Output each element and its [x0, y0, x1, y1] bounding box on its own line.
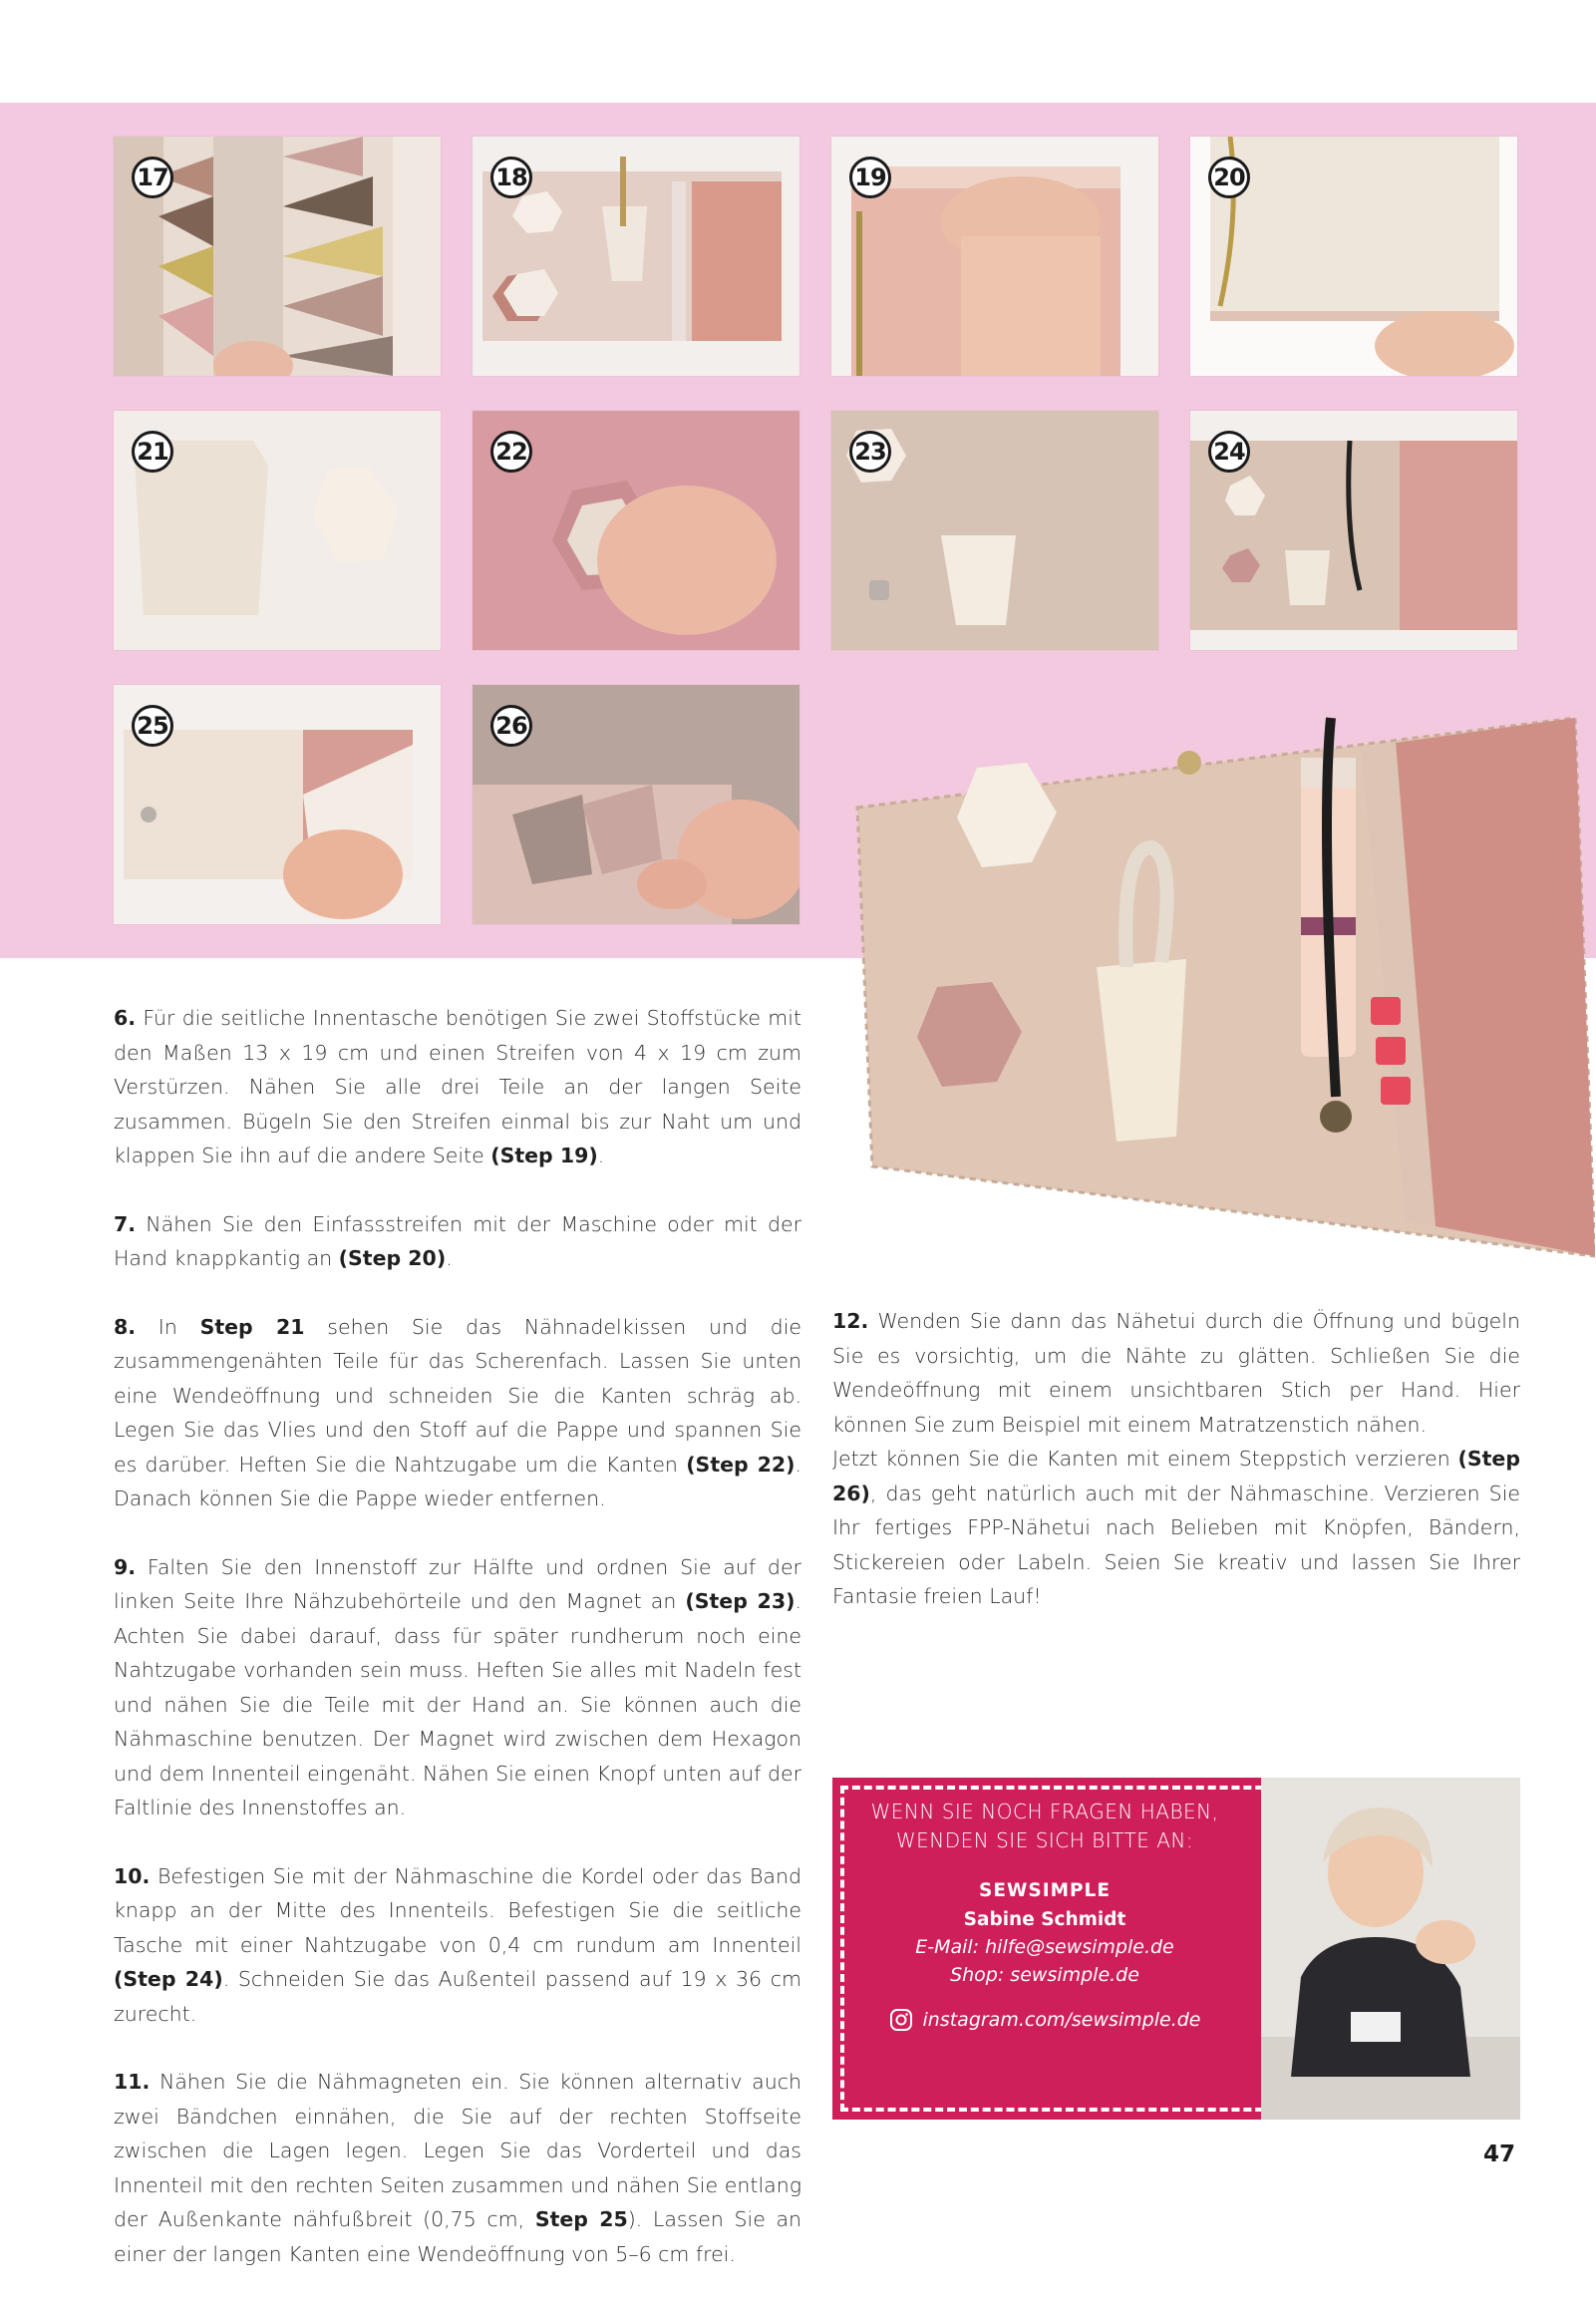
contact-portrait-photo — [1261, 1778, 1520, 2120]
step-number: 6. — [114, 1006, 137, 1030]
contact-email[interactable]: E-Mail: hilfe@sewsimple.de — [915, 1936, 1174, 1958]
instruction-text: . Danach können Sie die Pappe wieder entfernen. — [114, 1452, 802, 1510]
instruction-text: sehen Sie das Nähnadelkissen und die zusammengenähten Teile für das Scherenfach. Lassen Sie unten eine Wendeöffnung und schneiden Sie die Kanten schräg ab. Legen Sie das Vlies und den Stoff auf die Pappe und spannen Sie es darüber. Heften Sie die Nahtzugabe um die Kanten — [114, 1314, 801, 1477]
step-number: 7. — [114, 1211, 137, 1236]
instruction-text: Nähen Sie die Nähmagneten ein. Sie können alternativ auch zwei Bändchen einnähen, die Sie auf der rechten Stoffseite zwischen die Lagen legen. Legen Sie das Vorderteil und das Innenteil mit den rechten Seiten zusammen und nähen Sie entlang der Außenkante nähfußbreit (0,75 cm, — [114, 2070, 801, 2231]
step-badge: 19 — [849, 157, 891, 198]
step-reference: (Step 19) — [490, 1144, 598, 1167]
instruction-text: . — [446, 1246, 453, 1270]
step-reference: (Step 26) — [832, 1447, 1520, 1505]
step-photo-18 — [473, 137, 799, 376]
instruction-step-9 — [114, 1550, 801, 1825]
step-photo-25 — [114, 685, 441, 924]
step-number: 12. — [832, 1309, 869, 1333]
step-number: 11. — [114, 2070, 151, 2094]
step-photo-24 — [1190, 411, 1517, 650]
portrait-illustration — [1261, 1778, 1520, 2120]
step-reference: (Step 24) — [114, 1967, 223, 1991]
instruction-text: . Achten Sie dabei darauf, dass für später rundherum noch eine Nahtzugabe vorhanden sein muss. Heften Sie alles mit Nadeln fest und nähen Sie die Teile mit der Hand an. Sie können auch die Nähmaschine benutzen. Der Magnet wird zwischen dem Hexagon und dem Innenteil eingenäht. Nähen Sie einen Knopf unten auf der Faltlinie des Innenstoffes an. — [114, 1589, 801, 1819]
page-number: 47 — [1483, 2141, 1516, 2167]
instruction-step-11 — [114, 2065, 801, 2271]
step-photo-17 — [114, 137, 441, 376]
contact-instagram[interactable] — [850, 2008, 1239, 2032]
instruction-step-10 — [114, 1859, 801, 2032]
step-photo-20 — [1190, 137, 1517, 376]
step-badge: 26 — [490, 705, 532, 747]
step-photo-26 — [473, 685, 799, 924]
instruction-text: Befestigen Sie mit der Nähmaschine die Kordel oder das Band knapp an der Mitte des Innenteils. Befestigen Sie die seitliche Tasche mit einer Nahtzugabe von 0,4 cm rundum am Innenteil — [114, 1863, 801, 1957]
instagram-icon — [889, 2008, 913, 2032]
instruction-step-8 — [114, 1310, 801, 1516]
contact-box — [832, 1778, 1520, 2120]
instruction-text: . Schneiden Sie das Außenteil passend auf 19 x 36 cm zurecht. — [114, 1967, 801, 2026]
step-number: 9. — [114, 1554, 137, 1579]
step-badge: 22 — [490, 431, 532, 473]
contact-info — [850, 1798, 1239, 2032]
step-badge: 23 — [849, 431, 891, 473]
step-photo-21 — [114, 411, 441, 650]
step-reference: (Step 23) — [685, 1589, 796, 1613]
step-reference: (Step 20) — [338, 1246, 447, 1270]
contact-heading-line-1: WENN SIE NOCH FRAGEN HABEN, — [870, 1800, 1219, 1823]
step-badge: 18 — [490, 157, 532, 198]
step-badge: 25 — [132, 705, 173, 747]
contact-name: Sabine Schmidt — [963, 1909, 1126, 1930]
finished-case-illustration — [842, 698, 1595, 1281]
instruction-step-12 — [832, 1304, 1520, 1614]
instagram-handle: instagram.com/sewsimple.de — [922, 2009, 1201, 2031]
contact-shop[interactable]: Shop: sewsimple.de — [950, 1964, 1139, 1986]
instructions-left-column — [114, 1001, 801, 2305]
instructions-right-column — [832, 1304, 1520, 1648]
instruction-text: . — [597, 1144, 605, 1167]
instruction-text: ). Lassen Sie an einer der langen Kanten eine Wendeöffnung von 5–6 cm frei. — [114, 2207, 802, 2266]
contact-brand: SEWSIMPLE — [979, 1880, 1111, 1901]
step-number: 10. — [114, 1863, 151, 1888]
instruction-text: In — [136, 1314, 200, 1339]
step-reference: (Step 22) — [686, 1452, 796, 1477]
step-number: 8. — [114, 1314, 137, 1339]
step-badge: 17 — [132, 157, 173, 198]
instruction-text: Für die seitliche Innentasche benötigen Sie zwei Stoffstücke mit den Maßen 13 x 19 cm und einen Streifen von 4 x 19 cm zum Verstürzen. Nähen Sie alle drei Teile an der langen Seite zusammen. Bügeln Sie den Streifen einmal bis zur Naht um und klappen Sie ihn auf die andere Seite — [114, 1006, 801, 1167]
step-reference: Step 25 — [534, 2207, 628, 2231]
finished-needle-case-photo — [842, 698, 1595, 1281]
step-photo-19 — [831, 137, 1158, 376]
instruction-text: Nähen Sie den Einfassstreifen mit der Maschine oder mit der Hand knappkantig an — [114, 1211, 801, 1270]
step-badge: 20 — [1208, 157, 1250, 198]
step-photo-23 — [831, 411, 1158, 650]
step-reference: Step 21 — [199, 1314, 305, 1339]
instruction-text: , das geht natürlich auch mit der Nähmaschine. Verzieren Sie Ihr fertiges FPP-Nähetui nach Belieben mit Knöpfen, Bändern, Stickereien oder Labeln. Seien Sie kreativ und lassen Sie Ihrer Fantasie freien Lauf! — [832, 1481, 1520, 1608]
instruction-step-6 — [114, 1001, 801, 1173]
instruction-step-7 — [114, 1207, 801, 1276]
step-photo-22 — [473, 411, 799, 650]
contact-heading-line-2: WENDEN SIE SICH BITTE AN: — [895, 1828, 1194, 1852]
instruction-text: Wenden Sie dann das Nähetui durch die Öffnung und bügeln Sie es vorsichtig, um die Nähte zu glätten. Schließen Sie die Wendeöffnung mit einem unsichtbaren Stich per Hand. Hier können Sie zum Beispiel mit einem Matratzenstich nähen. — [832, 1309, 1520, 1437]
step-badge: 21 — [132, 431, 173, 473]
instruction-text: Jetzt können Sie die Kanten mit einem Steppstich verzieren — [832, 1447, 1458, 1471]
step-badge: 24 — [1208, 431, 1250, 473]
instruction-text: Falten Sie den Innenstoff zur Hälfte und ordnen Sie auf der linken Seite Ihre Nähzubehörteile und den Magnet an — [114, 1554, 801, 1613]
